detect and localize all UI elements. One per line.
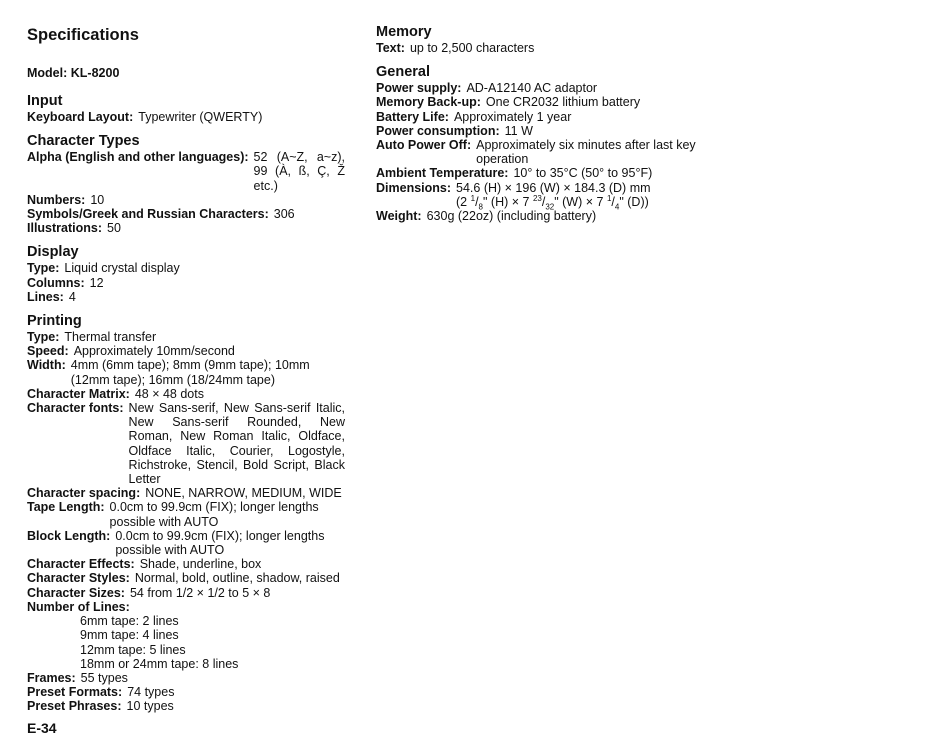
spec-label: Character Sizes: (27, 585, 125, 600)
spec-value: 10° to 35°C (50° to 95°F) (513, 166, 653, 181)
section-heading: General (376, 64, 430, 81)
spec-label: Width: (27, 358, 66, 373)
spec-row (27, 557, 345, 571)
model-line (27, 66, 345, 81)
spec-value: 55 types (80, 670, 128, 685)
spec-label: Numbers: (27, 192, 86, 207)
dim-text: " (W) × 7 (554, 194, 607, 209)
spec-row (27, 193, 345, 207)
section-heading: Character Types (27, 133, 140, 150)
spec-row (27, 110, 345, 124)
section-display (27, 244, 345, 304)
spec-value: Typewriter (QWERTY) (138, 110, 263, 124)
dim-frac-den: 8 (478, 202, 483, 212)
dim-frac-num: 23 (532, 193, 542, 203)
spec-label: Block Length: (27, 528, 111, 543)
page-title: Specifications (27, 26, 139, 44)
spec-label: Preset Formats: (27, 685, 123, 700)
spec-label: Illustrations: (27, 221, 103, 236)
spec-row (376, 138, 706, 166)
spec-label: Columns: (27, 275, 85, 290)
dim-frac-num: 1 (606, 193, 612, 203)
spec-row (27, 671, 345, 685)
spec-value: up to 2,500 characters (409, 41, 535, 55)
left-column (27, 24, 345, 723)
section-heading: Memory (376, 24, 432, 40)
spec-row (376, 95, 706, 109)
spec-label: Speed: (27, 344, 69, 359)
section-general (376, 64, 706, 223)
spec-value: 4 (68, 289, 76, 304)
spec-label: Type: (27, 261, 60, 276)
spec-value: 50 (107, 221, 121, 236)
dimensions-value (456, 180, 706, 212)
spec-row (376, 41, 706, 55)
lines-item: 18mm or 24mm tape: 8 lines (80, 656, 239, 671)
spec-value: AD-A12140 AC adaptor (466, 81, 598, 96)
spec-label: Type: (27, 330, 60, 345)
spec-row (376, 110, 706, 124)
spec-value: 0.0cm to 99.9cm (FIX); longer lengths possible with AUTO (109, 500, 319, 529)
spec-label: Power supply: (376, 81, 462, 96)
spec-label: Character Effects: (27, 557, 135, 572)
spec-value: NONE, NARROW, MEDIUM, WIDE (145, 486, 342, 501)
spec-value: Thermal transfer (64, 330, 157, 345)
model-value: KL-8200 (70, 66, 120, 80)
section-heading: Display (27, 244, 79, 261)
spec-label: Character spacing: (27, 486, 141, 501)
spec-value: 10 types (126, 699, 174, 714)
spec-row (27, 401, 345, 486)
spec-value: Approximately six minutes after last key operation (476, 138, 696, 167)
section-heading: Printing (27, 313, 82, 330)
spec-row (27, 276, 345, 290)
spec-row (27, 571, 345, 585)
spec-row (27, 261, 345, 275)
spec-value: 12 (89, 275, 104, 290)
spec-row (27, 344, 345, 358)
section-character-types (27, 133, 345, 235)
lines-item: 12mm tape: 5 lines (80, 642, 186, 657)
spec-label: Battery Life: (376, 109, 449, 124)
dim-frac-den: 4 (614, 202, 620, 212)
spec-label: Dimensions: (376, 180, 452, 195)
spec-row (27, 358, 345, 386)
right-column (376, 24, 706, 232)
section-input (27, 93, 345, 124)
section-memory (376, 24, 706, 55)
spec-label: Alpha (English and other languages): (27, 150, 249, 165)
spec-label: Number of Lines: (27, 599, 130, 614)
spec-label: Character Styles: (27, 571, 130, 586)
spec-value: 306 (273, 207, 295, 222)
spec-row (27, 699, 345, 713)
spec-row (27, 600, 345, 614)
spec-label: Preset Phrases: (27, 699, 122, 714)
dim-text: (2 (456, 194, 471, 209)
dimensions-metric: 54.6 (H) × 196 (W) × 184.3 (D) mm (456, 180, 651, 195)
spec-label: Symbols/Greek and Russian Characters: (27, 207, 269, 222)
dimensions-imperial: (2 $^1/_8$" (H) × 7 $^{23}/_{32}$" (W) × 7 $^1/_4$" (D)) (456, 193, 649, 212)
spec-row (376, 209, 706, 223)
dimensions-row (376, 180, 706, 212)
spec-row (27, 685, 345, 699)
spec-label: Ambient Temperature: (376, 166, 509, 181)
spec-label: Memory Back-up: (376, 95, 481, 110)
spec-row (376, 166, 706, 180)
spec-value: Approximately 10mm/second (73, 344, 235, 359)
spec-label: Character Matrix: (27, 386, 130, 401)
spec-row (376, 81, 706, 95)
spec-value: 74 types (127, 685, 175, 700)
spec-value: 11 W (504, 123, 533, 138)
section-heading: Input (27, 93, 63, 109)
spec-value: 10 (90, 192, 105, 207)
spec-label: Keyboard Layout: (27, 110, 134, 124)
spec-value: New Sans-serif, New Sans-serif Italic, New Sans-serif Rounded, New Roman, New Roman Italic, Oldface, Oldface Italic, Courier, Logostyle, Richstroke, Stencil, Bold Script, Black Letter (128, 401, 345, 487)
dim-text: " (H) × 7 (483, 194, 533, 209)
spec-value: Normal, bold, outline, shadow, raised (134, 571, 340, 586)
spec-value: 630g (22oz) (including battery) (426, 209, 597, 224)
lines-item: 6mm tape: 2 lines (80, 614, 179, 629)
spec-value: Liquid crystal display (64, 261, 180, 276)
spec-row (376, 124, 706, 138)
spec-row (27, 387, 345, 401)
spec-label: Auto Power Off: (376, 138, 472, 153)
spec-row (27, 221, 345, 235)
spec-label: Power consumption: (376, 123, 500, 138)
spec-row (27, 207, 345, 221)
spec-value: 4mm (6mm tape); 8mm (9mm tape); 10mm (12mm tape); 16mm (18/24mm tape) (70, 358, 310, 387)
spec-value: 0.0cm to 99.9cm (FIX); longer lengths possible with AUTO (115, 528, 325, 558)
spec-value: Approximately 1 year (453, 109, 572, 124)
section-printing (27, 313, 345, 713)
dim-text: " (D)) (619, 194, 649, 209)
spec-row (27, 486, 345, 500)
spec-value: One CR2032 lithium battery (485, 95, 641, 110)
spec-row (27, 500, 345, 528)
lines-item: 9mm tape: 4 lines (80, 628, 179, 643)
spec-label: Tape Length: (27, 500, 105, 515)
spec-row (27, 586, 345, 600)
page-number: E-34 (27, 720, 57, 736)
spec-row (27, 150, 345, 193)
dim-frac-den: 32 (545, 202, 555, 212)
spec-value: 54 from 1/2 × 1/2 to 5 × 8 (129, 585, 271, 600)
spec-label: Frames: (27, 670, 76, 685)
spec-value: Shade, underline, box (139, 557, 262, 572)
spec-value: 52 (A~Z, a~z), 99 (À, ß, Ç, Ž etc.) (253, 150, 345, 193)
spec-value: 48 × 48 dots (134, 386, 204, 401)
spec-label: Character fonts: (27, 401, 124, 416)
spec-label: Weight: (376, 209, 422, 224)
model-label: Model: (27, 66, 68, 80)
spec-row (27, 290, 345, 304)
spec-label: Text: (376, 41, 405, 55)
spec-label: Lines: (27, 289, 64, 304)
dim-frac-num: 1 (470, 193, 476, 203)
spec-row (27, 529, 345, 557)
spec-row (27, 330, 345, 344)
